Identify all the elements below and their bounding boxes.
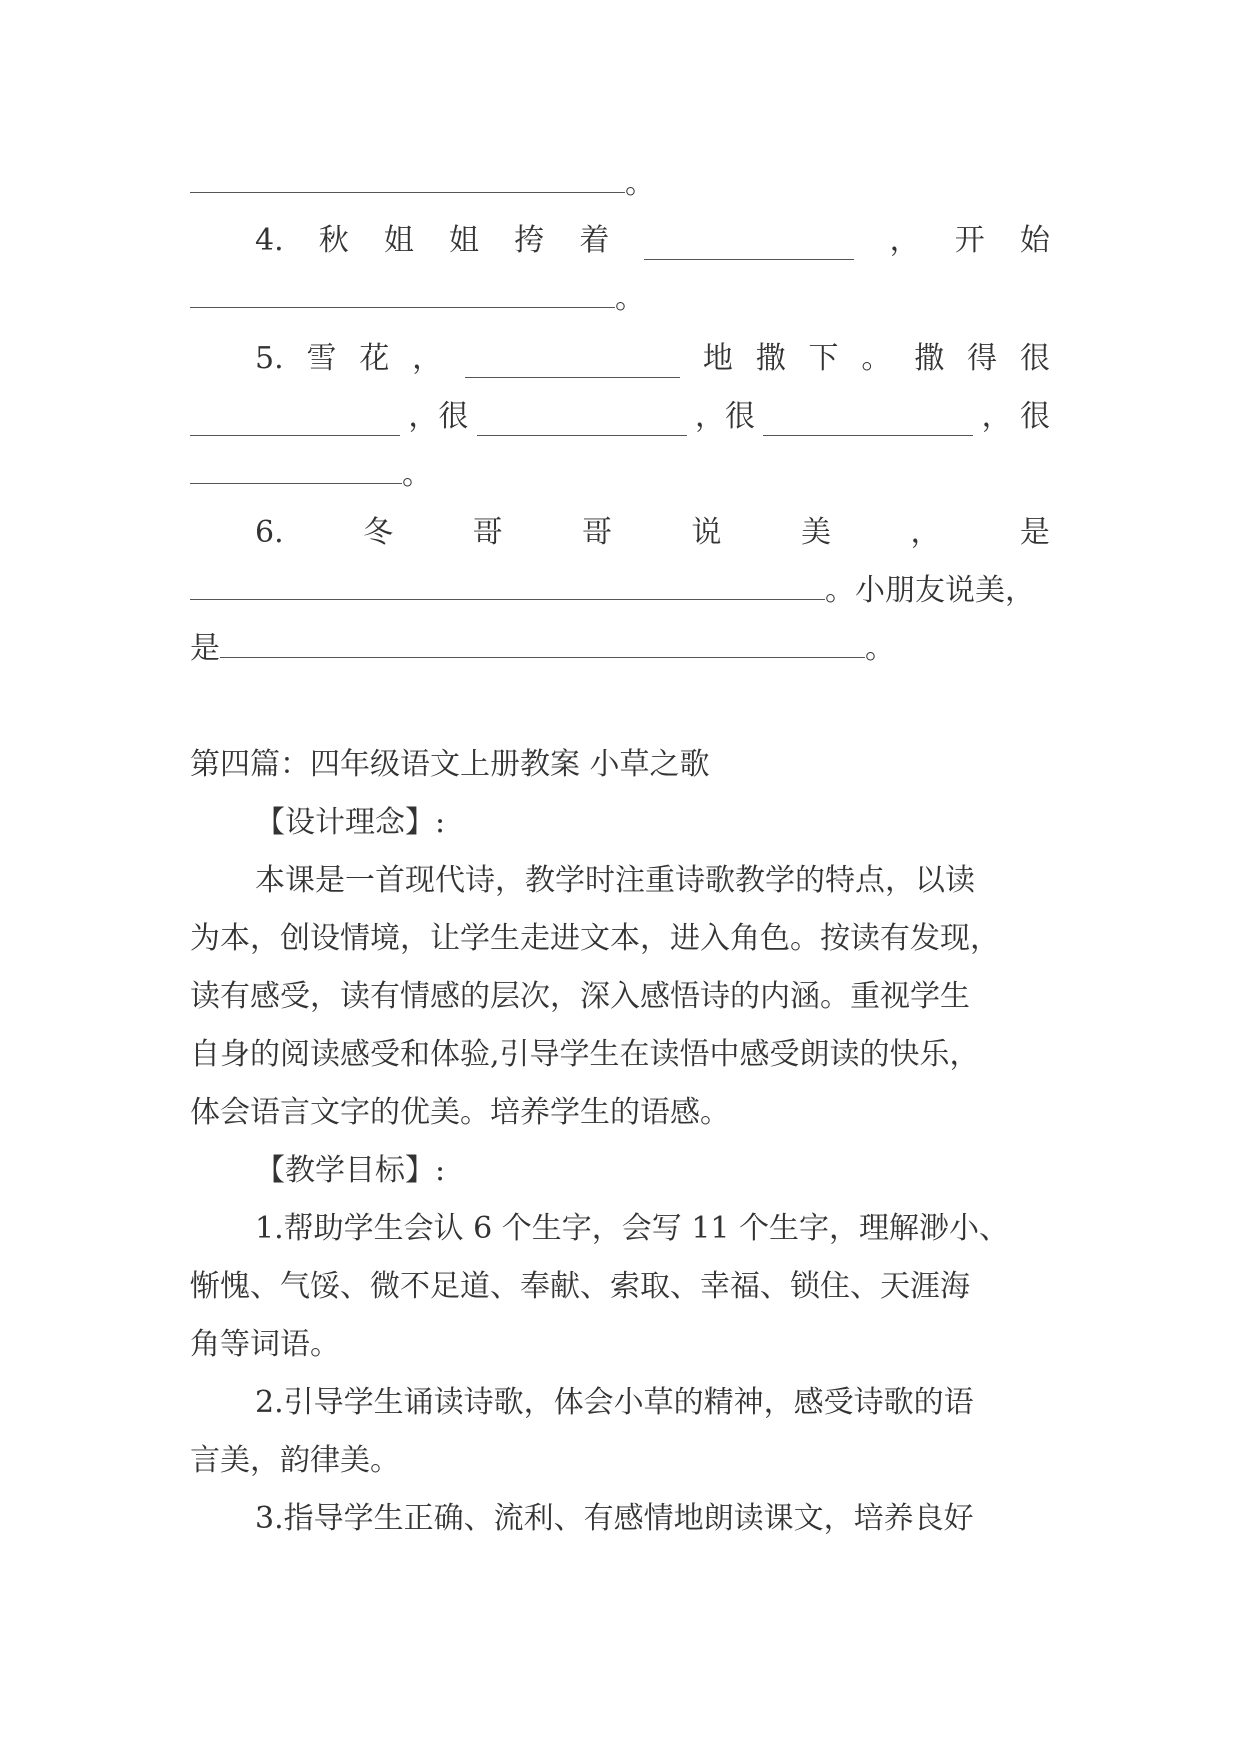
answer-blank[interactable] (477, 409, 687, 436)
goal-line: 惭愧、气馁、微不足道、奉献、索取、幸福、锁住、天涯海 (190, 1269, 970, 1304)
design-heading: 【设计理念】: (255, 805, 446, 840)
section-title: 第四篇：四年级语文上册教案 小草之歌 (190, 747, 710, 782)
design-paragraph-line: 体会语言文字的优美。培养学生的语感。 (190, 1095, 730, 1130)
answer-blank[interactable] (190, 166, 625, 193)
q5-line-2: ，很 ，很 ， 很 (190, 398, 1050, 436)
goal-line: 1.帮助学生会认 6 个生字，会写 11 个生字，理解渺小、 (255, 1211, 1010, 1246)
q4-line-1: 4. 秋 姐 姐 挎 着 ， 开 始 (255, 223, 1050, 258)
goal-line: 3.指导学生正确、流利、有感情地朗读课文，培养良好 (255, 1501, 974, 1536)
q6-line-3: 是 。 (190, 631, 895, 666)
answer-blank[interactable] (220, 631, 865, 658)
q6-line-2: 。小朋友说美， (190, 572, 1050, 610)
q3-answer-line: 。 (190, 165, 1050, 203)
design-paragraph-line: 为本，创设情境，让学生走进文本，进入角色。按读有发现， (190, 921, 1000, 956)
answer-blank[interactable] (190, 409, 400, 436)
q5-line-3: 。 (190, 456, 1050, 494)
answer-blank[interactable] (644, 233, 854, 260)
design-paragraph-line: 自身的阅读感受和体验,引导学生在读悟中感受朗读的快乐， (190, 1037, 980, 1072)
goal-line: 角等词语。 (190, 1327, 340, 1362)
q6-line-1: 6. 冬 哥 哥 说 美 ， 是 (255, 515, 1050, 550)
answer-blank[interactable] (465, 351, 680, 378)
design-paragraph-line: 本课是一首现代诗，教学时注重诗歌教学的特点，以读 (255, 863, 975, 898)
q4-line-2: 。 (190, 280, 1050, 318)
design-paragraph-line: 读有感受，读有情感的层次，深入感悟诗的内涵。重视学生 (190, 979, 970, 1014)
answer-blank[interactable] (763, 409, 973, 436)
answer-blank[interactable] (190, 281, 615, 308)
answer-blank[interactable] (190, 573, 825, 600)
answer-blank[interactable] (190, 457, 402, 484)
q5-line-1: 5. 雪 花 ， 地 撒 下 。 撒 得 很 (255, 341, 1050, 376)
goals-heading: 【教学目标】: (255, 1153, 446, 1188)
goal-line: 2.引导学生诵读诗歌，体会小草的精神，感受诗歌的语 (255, 1385, 974, 1420)
goal-line: 言美，韵律美。 (190, 1443, 400, 1478)
